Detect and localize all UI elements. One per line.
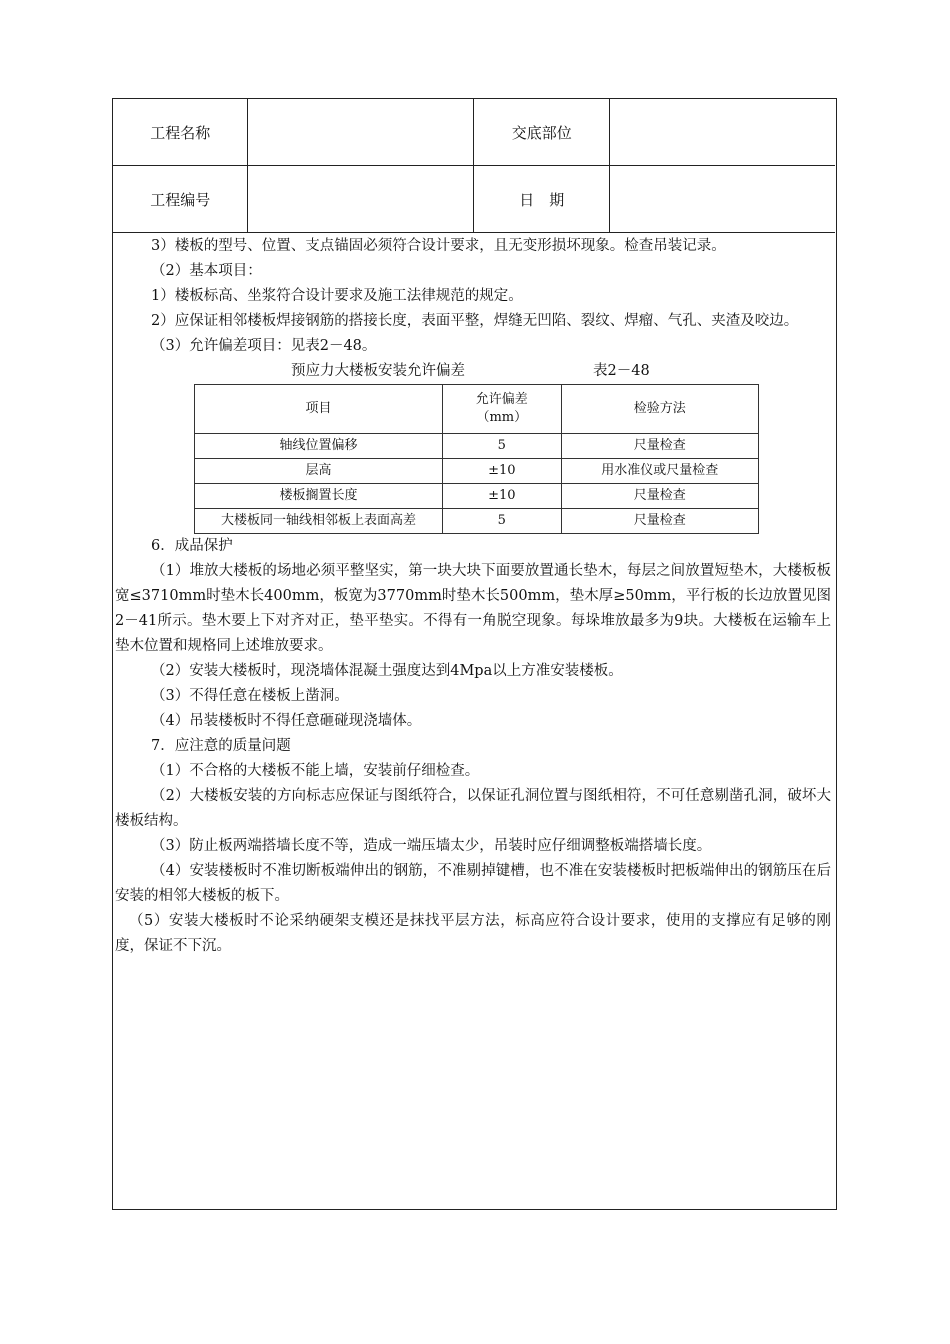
section-heading: 7．应注意的质量问题 <box>151 738 291 754</box>
tolerance-table <box>194 384 759 534</box>
content-body <box>115 234 831 959</box>
table-cell: 用水准仪或尺量检查 <box>561 459 759 484</box>
table-caption <box>115 359 831 384</box>
project-name-label: 工程名称 <box>113 99 248 166</box>
paragraph: （3）防止板两端搭墙长度不等，造成一端压墙太少，吊装时应仔细调整板端搭墙长度。 <box>151 838 712 854</box>
table-cell: 5 <box>443 509 561 534</box>
project-name-field[interactable] <box>248 99 474 166</box>
paragraph: （3）不得任意在楼板上凿洞。 <box>151 688 349 704</box>
table-cell: 尺量检查 <box>561 484 759 509</box>
date-field[interactable] <box>609 166 835 233</box>
handover-part-field[interactable] <box>609 99 835 166</box>
project-code-field[interactable] <box>248 166 474 233</box>
paragraph: （2）安装大楼板时，现浇墙体混凝土强度达到4Mpa以上方准安装楼板。 <box>151 663 623 679</box>
table-caption-title: 预应力大楼板安装允许偏差 <box>291 363 465 379</box>
header-tolerance-label: 允许偏差 <box>475 392 528 407</box>
project-code-label: 工程编号 <box>113 166 248 233</box>
table-cell: 楼板搁置长度 <box>195 484 443 509</box>
paragraph: 1）楼板标高、坐浆符合设计要求及施工法律规范的规定。 <box>151 288 523 304</box>
header-method: 检验方法 <box>561 385 759 434</box>
table-row <box>195 509 759 534</box>
table-cell: 尺量检查 <box>561 434 759 459</box>
paragraph: 2）应保证相邻楼板焊接钢筋的搭接长度，表面平整，焊缝无凹陷、裂纹、焊瘤、气孔、夹渣及咬边。 <box>151 313 799 329</box>
table-header-row <box>195 385 759 434</box>
header-tolerance <box>443 385 561 434</box>
header-table <box>113 99 835 233</box>
date-label: 日 期 <box>474 166 610 233</box>
paragraph: （1）堆放大楼板的场地必须平整坚实，第一块大块下面要放置通长垫木，每层之间放置短垫木，大楼板板宽≤3710mm时垫木长400mm，板宽为3770mm时垫木长500mm，垫木厚≥50mm，平行板的长边放置见图2－41所示。垫木要上下对齐对正，垫平垫实。不得有一角脱空现象。每垛堆放最多为9块。大楼板在运输车上垫木位置和规格同上述堆放要求。 <box>115 563 831 654</box>
paragraph: （2）基本项目： <box>151 263 262 279</box>
table-caption-number: 表2－48 <box>593 363 650 379</box>
header-tolerance-unit: （mm） <box>476 410 528 425</box>
paragraph: （5）安装大楼板时不论采纳硬架支模还是抹找平层方法，标高应符合设计要求，使用的支撑应有足够的刚度，保证不下沉。 <box>115 913 831 954</box>
table-cell: 5 <box>443 434 561 459</box>
table-cell: 大楼板同一轴线相邻板上表面高差 <box>195 509 443 534</box>
table-row <box>195 459 759 484</box>
table-cell: 尺量检查 <box>561 509 759 534</box>
section-heading: 6．成品保护 <box>151 538 233 554</box>
table-row <box>195 434 759 459</box>
paragraph: （4）吊装楼板时不得任意砸碰现浇墙体。 <box>151 713 422 729</box>
paragraph: （1）不合格的大楼板不能上墙，安装前仔细检查。 <box>151 763 480 779</box>
table-row <box>195 484 759 509</box>
header-item: 项目 <box>195 385 443 434</box>
paragraph: （3）允许偏差项目：见表2－48。 <box>151 338 377 354</box>
paragraph: （4）安装楼板时不准切断板端伸出的钢筋，不准剔掉键槽，也不准在安装楼板时把板端伸出的钢筋压在后安装的相邻大楼板的板下。 <box>115 863 831 904</box>
table-cell: 层高 <box>195 459 443 484</box>
table-cell: 轴线位置偏移 <box>195 434 443 459</box>
table-cell: ±10 <box>443 459 561 484</box>
table-cell: ±10 <box>443 484 561 509</box>
paragraph: 3）楼板的型号、位置、支点锚固必须符合设计要求，且无变形损坏现象。检查吊装记录。 <box>151 238 726 254</box>
paragraph: （2）大楼板安装的方向标志应保证与图纸符合，以保证孔洞位置与图纸相符，不可任意剔凿孔洞，破坏大楼板结构。 <box>115 788 831 829</box>
document-frame <box>112 98 837 1210</box>
handover-part-label: 交底部位 <box>474 99 610 166</box>
